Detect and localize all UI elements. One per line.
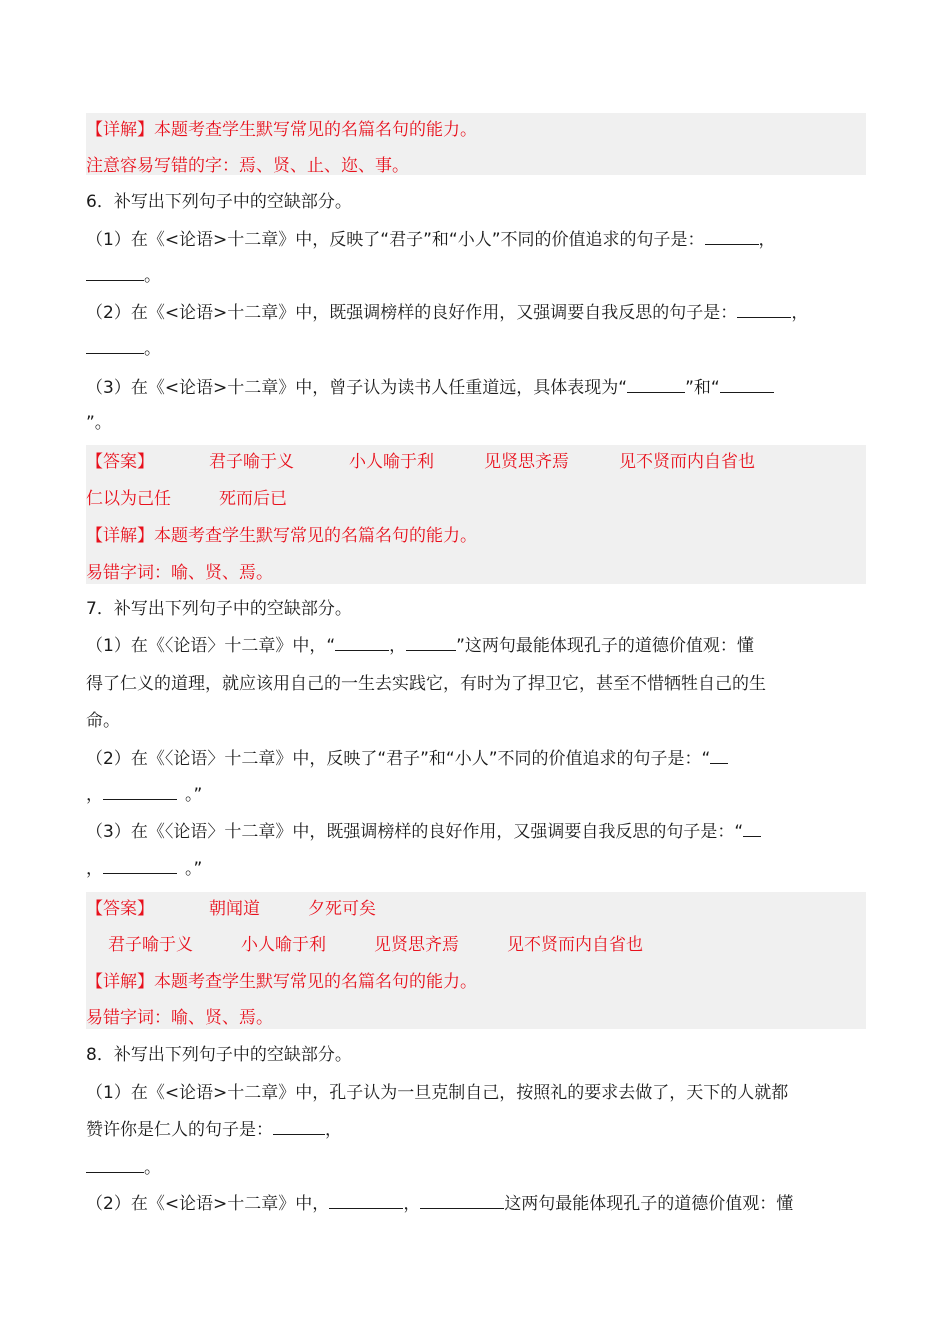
fill-blank[interactable] [705,228,759,245]
q7-answer-line1 [86,897,376,921]
answer-item: 见不贤而内自省也 [507,935,643,955]
q6-detail-line [86,524,477,548]
q7-note-line: 易错字词：喻、贤、焉。 [86,1008,273,1028]
answer-item: 死而后已 [219,489,287,509]
fill-blank[interactable] [86,337,144,354]
q7-s3-text: （3）在《〈论语〉十二章》中，既强调榜样的良好作用，又强调要自我反思的句子是：“ [86,822,744,842]
q7-s3-line2 [86,857,202,881]
fill-blank[interactable] [273,1118,325,1135]
q7-s1-text: （1）在《〈论语〉十二章》中，“ [86,636,336,656]
q6-s1-line2 [86,264,161,288]
q6-s1-end: 。 [144,266,161,286]
q7-s1-line3: 命。 [86,711,120,731]
q7-s2-comma: ， [86,785,103,805]
answer-label: 【答案】 [86,452,154,472]
q8-s2-text-b: 这两句最能体现孔子的道德价值观：懂 [504,1194,794,1214]
q6-answer-line2 [86,487,287,511]
answer-item: 小人喻于利 [349,452,434,472]
q6-note-line: 易错字词：喻、贤、焉。 [86,563,273,583]
q6-s3-text: （3）在《<论语>十二章》中，曾子认为读书人任重道远，具体表现为“ [86,378,628,398]
q6-s1-text: （1）在《<论语>十二章》中，反映了“君子”和“小人”不同的价值追求的句子是： [86,230,705,250]
q6-s1-comma: ， [758,230,776,250]
q7-s3-line1 [86,820,761,844]
q7-s3-comma: ， [86,859,103,879]
fill-blank[interactable] [627,376,685,393]
q8-s1-line2 [86,1118,342,1142]
answer-item: 君子喻于义 [209,452,294,472]
answer-item: 朝闻道 [209,899,260,919]
fill-blank[interactable] [86,1156,144,1173]
q8-s1-line3 [86,1156,161,1180]
answer-item: 夕死可矣 [308,899,376,919]
q6-s2-end: 。 [144,339,161,359]
detail-label: 【详解】 [86,120,154,140]
q6-s3-line1 [86,376,774,400]
fill-blank[interactable] [86,264,144,281]
q7-s3-end: 。” [185,859,203,879]
fill-blank[interactable] [103,783,177,800]
q8-s1-line1: （1）在《<论语>十二章》中，孔子认为一旦克制自己，按照礼的要求去做了，天下的人就都 [86,1083,789,1103]
q8-s2-line1 [86,1192,793,1216]
note-line: 注意容易写错的字：焉、贤、止、迩、事。 [86,156,409,176]
q6-s2-text: （2）在《<论语>十二章》中，既强调榜样的良好作用，又强调要自我反思的句子是： [86,303,738,323]
answer-item: 仁以为己任 [86,489,171,509]
fill-blank[interactable] [329,1192,403,1209]
q7-detail-line [86,970,477,994]
answer-item: 见贤思齐焉 [484,452,569,472]
detail-label: 【详解】 [86,972,154,992]
q8-title: 8．补写出下列句子中的空缺部分。 [86,1045,352,1065]
q6-title: 6．补写出下列句子中的空缺部分。 [86,192,352,212]
q6-s3-mid: ”和“ [685,378,720,398]
answer-item: 见贤思齐焉 [374,935,459,955]
q7-s2-line1 [86,747,728,771]
q7-answer-line2 [86,933,643,957]
q8-s1-text-b: 赞许你是仁人的句子是： [86,1120,273,1140]
q7-s2-text: （2）在《〈论语〉十二章》中，反映了“君子”和“小人”不同的价值追求的句子是：“ [86,749,711,769]
q6-s2-line1 [86,301,808,325]
q7-s1-line1 [86,634,754,658]
answer-item: 君子喻于义 [108,935,193,955]
fill-blank[interactable] [103,857,177,874]
answer-label: 【答案】 [86,899,154,919]
q8-s2-text: （2）在《<论语>十二章》中， [86,1194,330,1214]
fill-blank[interactable] [737,301,791,318]
q7-title: 7．补写出下列句子中的空缺部分。 [86,599,352,619]
q7-s1-text-b: ”这两句最能体现孔子的道德价值观：懂 [456,636,754,656]
fill-blank[interactable] [420,1192,504,1209]
fill-blank[interactable] [743,820,761,837]
q7-s2-end: 。” [185,785,203,805]
q7-s2-line2 [86,783,202,807]
q8-s2-comma: ， [403,1194,421,1214]
q6-s2-line2 [86,337,161,361]
fill-blank[interactable] [720,376,774,393]
fill-blank[interactable] [710,747,728,764]
fill-blank[interactable] [335,634,389,651]
answer-item: 小人喻于利 [241,935,326,955]
q8-s1-end: 。 [144,1158,161,1178]
detail-label: 【详解】 [86,526,154,546]
q8-s1-comma: ， [325,1120,342,1140]
fill-blank[interactable] [406,634,456,651]
detail-text: 本题考查学生默写常见的名篇名句的能力。 [154,972,477,992]
q6-s3-line2: ”。 [86,413,112,433]
q6-s1-line1 [86,228,776,252]
q6-answer-line1 [86,450,755,474]
q6-s2-comma: ， [791,303,809,323]
detail-text: 本题考查学生默写常见的名篇名句的能力。 [154,526,477,546]
q7-s1-line2: 得了仁义的道理，就应该用自己的一生去实践它，有时为了捍卫它，甚至不惜牺牲自己的生 [86,674,766,694]
answer-item: 见不贤而内自省也 [619,452,755,472]
detail-text: 本题考查学生默写常见的名篇名句的能力。 [154,120,477,140]
q7-s1-comma: ， [389,636,407,656]
detail-line [86,118,477,142]
